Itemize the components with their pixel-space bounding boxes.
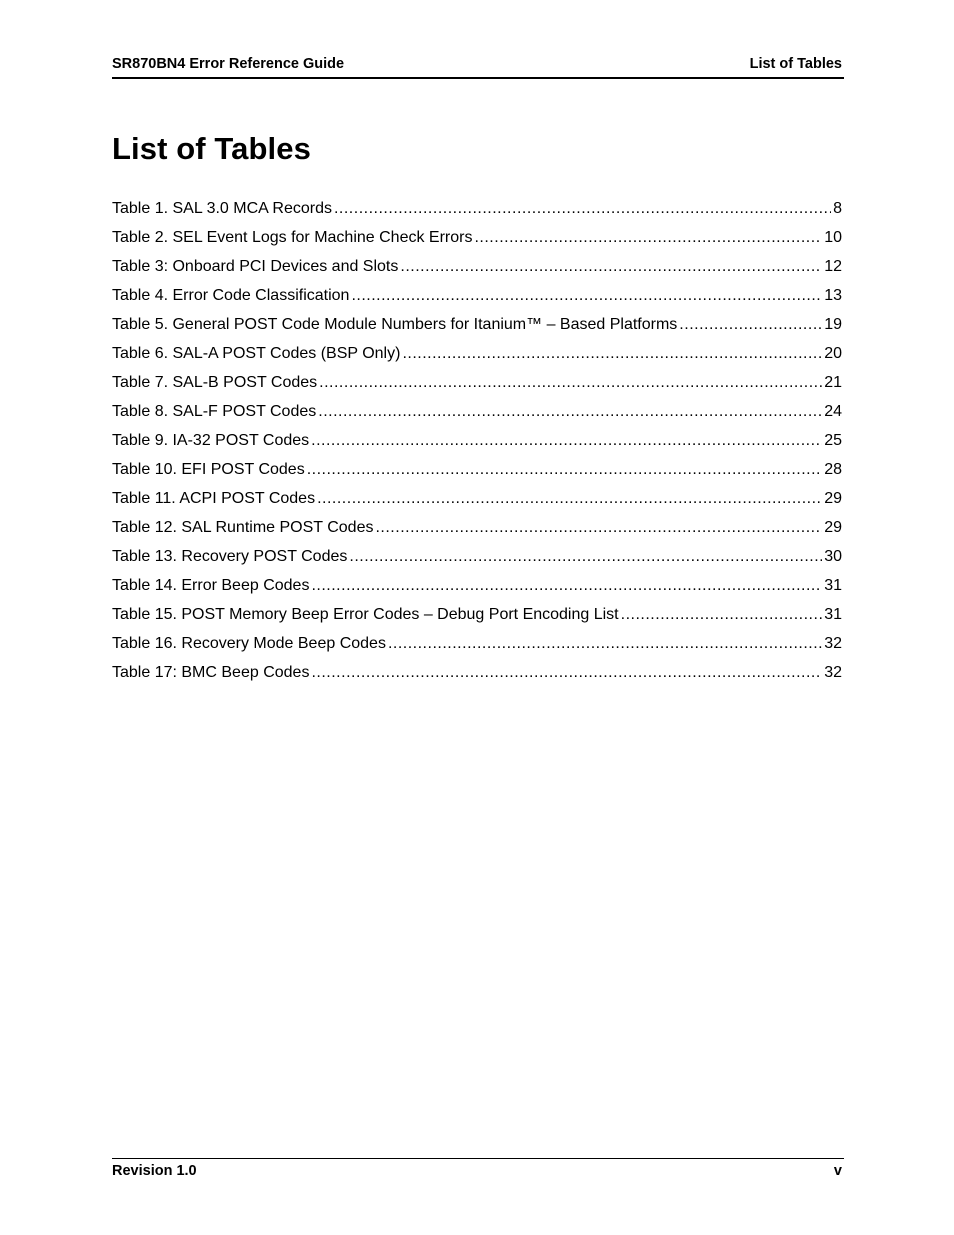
toc-dot-leader [334,198,831,220]
toc-entry-page-number[interactable]: 24 [824,403,842,420]
toc-entry-label[interactable]: Table 13. Recovery POST Codes [112,548,348,565]
page-footer [112,1158,844,1180]
toc-entry-label[interactable]: Table 10. EFI POST Codes [112,461,305,478]
toc-entry-label[interactable]: Table 14. Error Beep Codes [112,577,310,594]
toc-entry-label[interactable]: Table 16. Recovery Mode Beep Codes [112,635,386,652]
toc-dot-leader [317,488,822,510]
document-page [112,0,844,1235]
toc-dot-leader [474,227,822,249]
toc-entry-label[interactable]: Table 17: BMC Beep Codes [112,664,310,681]
toc-entry-page-number[interactable]: 8 [833,200,842,217]
toc-entry[interactable] [112,227,842,256]
toc-entry-label[interactable]: Table 15. POST Memory Beep Error Codes – Debug Port Encoding List [112,606,619,623]
toc-entry[interactable] [112,488,842,517]
toc-dot-leader [400,256,822,278]
toc-dot-leader [351,285,822,307]
toc-entry-page-number[interactable]: 10 [824,229,842,246]
toc-entry[interactable] [112,633,842,662]
toc-entry[interactable] [112,459,842,488]
toc-entry[interactable] [112,546,842,575]
footer-revision: Revision 1.0 [112,1163,197,1179]
toc-entry[interactable] [112,401,842,430]
toc-entry-page-number[interactable]: 28 [824,461,842,478]
toc-entry-label[interactable]: Table 4. Error Code Classification [112,287,350,304]
toc-dot-leader [621,604,823,626]
toc-dot-leader [375,517,822,539]
toc-entry[interactable] [112,314,842,343]
toc-entry[interactable] [112,517,842,546]
toc-entry[interactable] [112,343,842,372]
toc-entry-label[interactable]: Table 1. SAL 3.0 MCA Records [112,200,332,217]
toc-entry-page-number[interactable]: 29 [824,490,842,507]
toc-dot-leader [311,575,822,597]
toc-dot-leader [402,343,822,365]
toc-entry-page-number[interactable]: 25 [824,432,842,449]
toc-entry-label[interactable]: Table 8. SAL-F POST Codes [112,403,317,420]
page-title: List of Tables [112,131,311,166]
toc-entry[interactable] [112,430,842,459]
toc-entry-page-number[interactable]: 29 [824,519,842,536]
toc-entry[interactable] [112,256,842,285]
toc-entry-page-number[interactable]: 19 [824,316,842,333]
toc-entry-page-number[interactable]: 32 [824,664,842,681]
toc-dot-leader [311,662,822,684]
toc-entry-label[interactable]: Table 2. SEL Event Logs for Machine Check Errors [112,229,473,246]
toc-entry-label[interactable]: Table 5. General POST Code Module Numbers for Itanium™ – Based Platforms [112,316,678,333]
toc-entry-label[interactable]: Table 12. SAL Runtime POST Codes [112,519,374,536]
toc-entry-page-number[interactable]: 30 [824,548,842,565]
toc-entry[interactable] [112,372,842,401]
toc-entry[interactable] [112,662,842,691]
toc-entry-page-number[interactable]: 31 [824,606,842,623]
toc-entry-label[interactable]: Table 11. ACPI POST Codes [112,490,316,507]
footer-page-number: v [833,1163,842,1179]
toc-entry-page-number[interactable]: 12 [824,258,842,275]
toc-entry-page-number[interactable]: 31 [824,577,842,594]
toc-entry[interactable] [112,575,842,604]
toc-entry-label[interactable]: Table 6. SAL-A POST Codes (BSP Only) [112,345,401,362]
list-of-tables [112,198,842,691]
toc-entry[interactable] [112,604,842,633]
toc-dot-leader [388,633,822,655]
toc-dot-leader [349,546,822,568]
header-document-title: SR870BN4 Error Reference Guide [112,56,345,72]
toc-dot-leader [679,314,822,336]
header-section-title: List of Tables [749,56,842,72]
toc-dot-leader [307,459,823,481]
toc-entry[interactable] [112,285,842,314]
toc-entry-label[interactable]: Table 3: Onboard PCI Devices and Slots [112,258,399,275]
toc-entry-page-number[interactable]: 20 [824,345,842,362]
toc-dot-leader [318,401,822,423]
toc-entry-page-number[interactable]: 21 [824,374,842,391]
page-header [112,55,844,79]
toc-dot-leader [319,372,822,394]
toc-entry-label[interactable]: Table 9. IA-32 POST Codes [112,432,310,449]
toc-entry[interactable] [112,198,842,227]
toc-entry-page-number[interactable]: 32 [824,635,842,652]
toc-entry-label[interactable]: Table 7. SAL-B POST Codes [112,374,318,391]
toc-entry-page-number[interactable]: 13 [824,287,842,304]
toc-dot-leader [311,430,822,452]
